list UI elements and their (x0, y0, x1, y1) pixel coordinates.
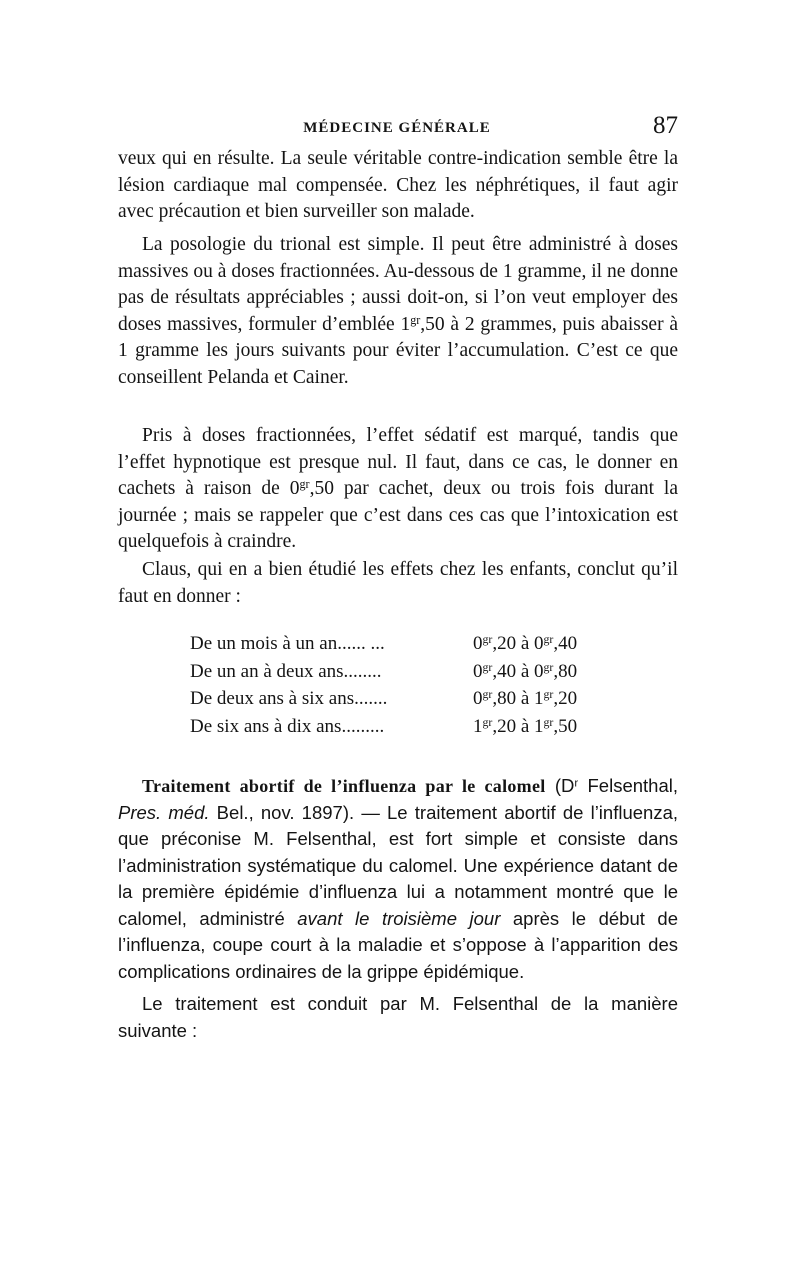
running-head (116, 112, 678, 144)
dosage-row (190, 716, 620, 744)
article-paragraph-2: Le traitement est conduit par M. Felsenthal de la manière suivante : (118, 993, 678, 1041)
posology-text-a: La posologie du trional est simple. Il peut être administré à doses massives ou à doses fractionnées. Au-dessous de 1 gramme, il ne donne pas de résultats appréciables ; aussi doit-on, si l’on veut employer des doses massives, formuler d’emblée 1 (118, 234, 678, 335)
dosage-range: $0^{gr},40$ à $0^{gr},80$ (473, 660, 578, 682)
gram-unit: gr (299, 476, 310, 491)
dosage-range: $0^{gr},20$ à $0^{gr},40$ (473, 633, 578, 654)
paragraph-fractional-doses (118, 423, 678, 556)
dosage-row (190, 688, 620, 716)
dosage-table (190, 633, 620, 743)
article-influenza (118, 773, 678, 1044)
dosage-row (190, 633, 620, 661)
article-title: Traitement abortif de l’influenza par le calomel (142, 776, 546, 796)
dosage-age: De deux ans à six ans....... (190, 688, 388, 709)
page-number: 87 (653, 112, 678, 139)
dosage-range: $1^{gr},20$ à $1^{gr},50$ (473, 715, 578, 737)
paragraph-posology (118, 232, 678, 391)
gram-unit: gr (410, 312, 421, 327)
fractional-text-b: ,50 par cachet, deux ou trois fois durant la journée ; mais se rappeler que c’est dans ces cas que l’intoxication est quelquefois à craindre. (118, 478, 679, 552)
fractional-text-a: Pris à doses fractionnées, l’effet sédatif est marqué, tandis que l’effet hypnotique est presque nul. Il faut, dans ce cas, le donner en cachets à raison de 0 (118, 425, 678, 499)
dosage-age: De six ans à dix ans......... (190, 715, 385, 737)
dosage-row (190, 661, 620, 689)
dosage-age: De un mois à un an...... ... (190, 633, 385, 654)
emphasis-text: avant le troisième jour (297, 907, 501, 929)
dosage-age: De un an à deux ans........ (190, 660, 382, 682)
dosage-range: $0^{gr},80$ à $1^{gr},20$ (473, 688, 578, 709)
paragraph-continuation: veux qui en résulte. La seule véritable contre-indication semble être la lésion cardiaque mal compensée. Chez les néphrétiques, il faut agir avec précaution et bien surveiller son malade. (118, 148, 678, 222)
posology-text-b: ,50 à 2 grammes, puis abaisser à 1 gramme les jours suivants pour éviter l’accumulation. C’est ce que conseillent Pelanda et Cainer. (118, 313, 678, 388)
journal-name: Pres. méd. (118, 801, 210, 823)
running-title: MÉDECINE GÉNÉRALE (303, 120, 491, 136)
paragraph-claus: Claus, qui en a bien étudié les effets chez les enfants, conclut qu’il faut en donner : (118, 559, 678, 607)
article-paragraph: Traitement abortif de l’influenza par le calomel ($D^r$ Felsenthal, Pres. méd. Bel., nov. 1897). — Le traitement abortif de l’influenza, que préconise M. Felsenthal, est fort simple et consiste dans l’administration systématique du calomel. Une expérience datant de la première épidémie d’influenza lui a notamment montré que le calomel, administré avant le troisième jour après le début de l’influenza, coupe court à la maladie et s’oppose à l’apparition des complications ordinaires de la grippe épidémique. (118, 775, 678, 982)
